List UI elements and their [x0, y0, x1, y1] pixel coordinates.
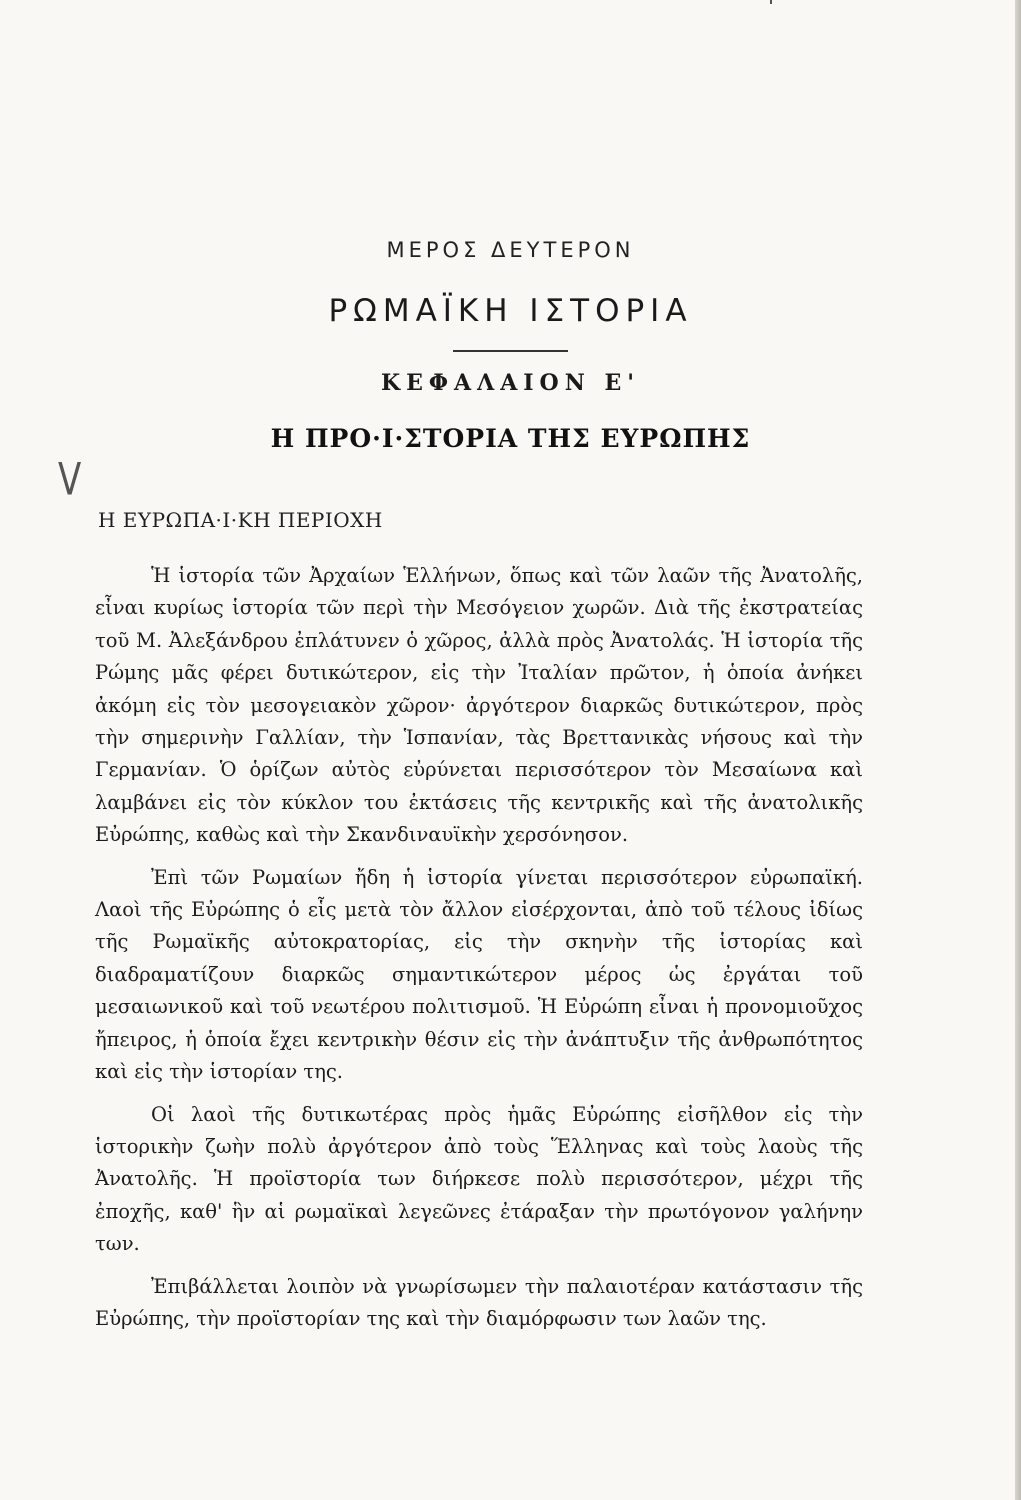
part-title: ΡΩΜΑΪΚΗ ΙΣΤΟΡΙΑ: [328, 293, 693, 329]
body-text: [95, 560, 863, 1345]
page-edge-shadow: [1015, 0, 1021, 1500]
part-label: ΜΕΡΟΣ ΔΕΥΤΕΡΟΝ: [386, 238, 635, 262]
paragraph-3: Οἱ λαοὶ τῆς δυτικωτέρας πρὸς ἡμᾶς Εὐρώπης εἰσῆλθον εἰς τὴν ἱστορικὴν ζωὴν πολὺ ἀργότερον ἀπὸ τοὺς Ἕλληνας καὶ τοὺς λαοὺς τῆς Ἀνατολῆς. Ἡ προϊστορία των διήρκεσε πολὺ περισσότερον, μέχρι τῆς ἐποχῆς, καθ' ἣν αἱ ρωμαϊκαὶ λεγεῶνες ἐτάραξαν τὴν πρωτόγονον γαλήνην των.: [95, 1102, 863, 1256]
paragraph-2: Ἐπὶ τῶν Ρωμαίων ἤδη ἡ ἱστορία γίνεται περισσότερον εὐρωπαϊκή. Λαοὶ τῆς Εὐρώπης ὁ εἷς μετὰ τὸν ἄλλον εἰσέρχονται, ἀπὸ τοῦ τέλους ἰδίως τῆς Ρωμαϊκῆς αὐτοκρατορίας, εἰς τὴν σκηνὴν τῆς ἱστορίας καὶ διαδραματίζουν διαρκῶς σημαντικώτερον μέρος ὡς ἐργάται τοῦ μεσαιωνικοῦ καὶ τοῦ νεωτέρου πολιτισμοῦ. Ἡ Εὐρώπη εἶναι ἡ προνομιοῦχος ἤπειρος, ἡ ὁποία ἔχει κεντρικὴν θέσιν εἰς τὴν ἀνάπτυξιν τῆς ἀνθρωπότητος καὶ εἰς τὴν ἱστορίαν της.: [95, 865, 863, 1084]
paragraph-1: Ἡ ἱστορία τῶν Ἀρχαίων Ἑλλήνων, ὅπως καὶ τῶν λαῶν τῆς Ἀνατολῆς, εἶναι κυρίως ἱστορία τῶν περὶ τὴν Μεσόγειον χωρῶν. Διὰ τῆς ἐκστρατείας τοῦ Μ. Ἀλεξάνδρου ἐπλάτυνεν ὁ χῶρος, ἀλλὰ πρὸς Ἀνατολάς. Ἡ ἱστορία τῆς Ρώμης μᾶς φέρει δυτικώτερον, εἰς τὴν Ἰταλίαν πρῶτον, ἡ ὁποία ἀνήκει ἀκόμη εἰς τὸν μεσογειακὸν χῶρον· ἀργότερον διαρκῶς δυτικώτερον, πρὸς τὴν σημερινὴν Γαλλίαν, τὴν Ἱσπανίαν, τὰς Βρεττανικὰς νήσους καὶ τὴν Γερμανίαν. Ὁ ὁρίζων αὐτὸς εὐρύνεται περισσότερον τὸν Μεσαίωνα καὶ λαμβάνει εἰς τὸν κύκλον του ἐκτάσεις τῆς κεντρικῆς καὶ τῆς ἀνατολικῆς Εὐρώπης, καθὼς καὶ τὴν Σκανδιναυϊκὴν χερσόνησον.: [95, 564, 863, 847]
handwritten-margin-mark: V: [58, 454, 82, 506]
paragraph-4: Ἐπιβάλλεται λοιπὸν νὰ γνωρίσωμεν τὴν παλαιοτέραν κατάστασιν τῆς Εὐρώπης, τὴν προϊστορίαν της καὶ τὴν διαμόρφωσιν των λαῶν της.: [95, 1274, 863, 1330]
chapter-title: Η ΠΡΟ·Ι·ΣΤΟΡΙΑ ΤΗΣ ΕΥΡΩΠΗΣ: [270, 424, 751, 453]
chapter-label: ΚΕΦΑΛΑΙΟΝ Ε': [381, 370, 640, 396]
divider-rule: [453, 350, 568, 352]
top-edge-mark: [770, 0, 772, 4]
section-heading: Η ΕΥΡΩΠΑ·Ι·ΚΗ ΠΕΡΙΟΧΗ: [98, 508, 383, 532]
